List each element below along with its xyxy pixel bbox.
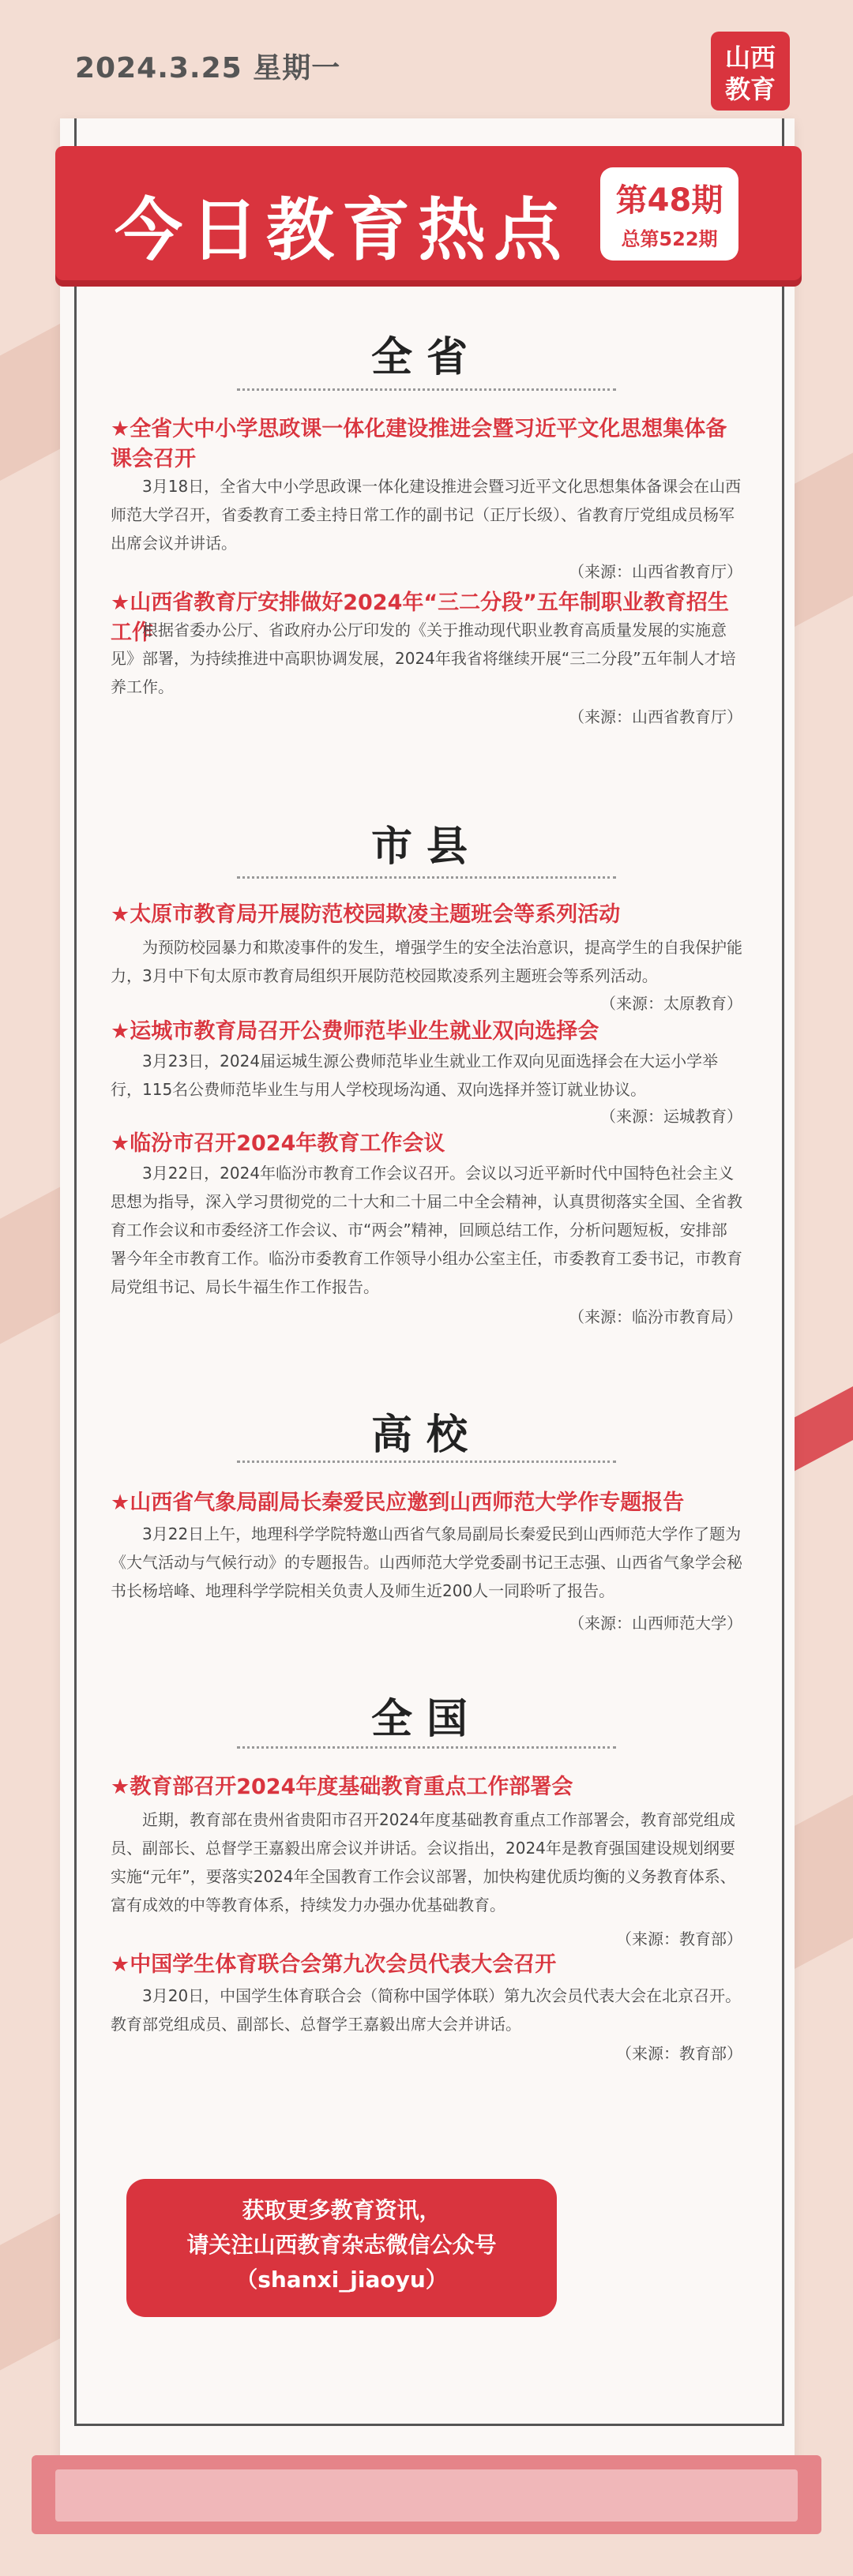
- news-title[interactable]: ★山西省气象局副局长秦爱民应邀到山西师范大学作专题报告: [111, 1490, 685, 1515]
- news-source: （来源：山西师范大学）: [569, 1614, 742, 1633]
- news-body: 为预防校园暴力和欺凌事件的发生，增强学生的安全法治意识，提高学生的自我保护能力，3月中下旬太原市教育局组织开展防范校园欺凌系列主题班会等系列活动。: [111, 938, 742, 985]
- news-body: 3月23日，2024届运城生源公费师范毕业生就业工作双向见面选择会在大运小学举行，115名公费师范毕业生与用人学校现场沟通、双向选择并签订就业协议。: [111, 1052, 719, 1099]
- section-title-college: 高校: [370, 1411, 482, 1459]
- svg-text:山西: 山西: [724, 43, 776, 73]
- svg-text:教育: 教育: [724, 74, 776, 104]
- section-divider: [237, 1460, 616, 1463]
- cta-line-3: （shanxi_jiaoyu）: [235, 2267, 448, 2293]
- follow-wechat-cta[interactable]: [126, 2179, 557, 2317]
- section-title-province: 全省: [370, 333, 482, 381]
- news-body: 3月22日上午，地理科学学院特邀山西省气象局副局长秦爱民到山西师范大学作了题为《大气活动与气候行动》的专题报告。山西师范大学党委副书记王志强、山西省气象学会秘书长杨培峰、地理科学学院相关负责人及师生近200人一同聆听了报告。: [111, 1524, 742, 1600]
- shanxi-education-logo: [703, 24, 798, 118]
- news-title[interactable]: ★临汾市召开2024年教育工作会议: [111, 1131, 445, 1156]
- news-body: 近期，教育部在贵州省贵阳市召开2024年度基础教育重点工作部署会，教育部党组成员、副部长、总督学王嘉毅出席会议并讲话。会议指出，2024年是教育强国建设规划纲要实施“元年”，要落实2024年全国教育工作会议部署，加快构建优质均衡的义务教育体系、富有成效的中等教育体系，持续发力办强办优基础教育。: [111, 1810, 736, 1914]
- section-title-city: 市县: [370, 823, 482, 871]
- news-title[interactable]: ★运城市教育局召开公费师范毕业生就业双向选择会: [111, 1019, 599, 1044]
- issue-number: 第48期: [615, 182, 723, 219]
- news-source: （来源：教育部）: [616, 2044, 742, 2063]
- issue-badge: [600, 167, 738, 261]
- page-title: 今日教育热点: [115, 190, 569, 270]
- news-title[interactable]: ★太原市教育局开展防范校园欺凌主题班会等系列活动: [111, 902, 621, 927]
- section-divider: [237, 388, 616, 391]
- news-title[interactable]: ★中国学生体育联合会第九次会员代表大会召开: [111, 1952, 557, 1977]
- section-divider: [237, 1746, 616, 1749]
- news-title[interactable]: ★全省大中小学思政课一体化建设推进会暨习近平文化思想集体备课会召开: [111, 417, 727, 471]
- date-line: 2024.3.25 星期一: [75, 52, 341, 84]
- news-body: 根据省委办公厅、省政府办公厅印发的《关于推动现代职业教育高质量发展的实施意见》部署，为持续推进中高职协调发展，2024年我省将继续开展“三二分段”五年制人才培养工作。: [111, 621, 736, 696]
- news-source: （来源：太原教育）: [600, 994, 742, 1013]
- total-issue-number: 总第522期: [621, 228, 718, 250]
- news-source: （来源：教育部）: [616, 1929, 742, 1948]
- news-source: （来源：山西省教育厅）: [569, 707, 742, 726]
- news-source: （来源：运城教育）: [600, 1107, 742, 1126]
- news-body: 3月18日，全省大中小学思政课一体化建设推进会暨习近平文化思想集体备课会在山西师范大学召开，省委教育工委主持日常工作的副书记（正厅长级）、省教育厅党组成员杨军出席会议并讲话。: [111, 477, 742, 553]
- news-body: 3月20日，中国学生体育联合会（简称中国学体联）第九次会员代表大会在北京召开。教育部党组成员、副部长、总督学王嘉毅出席大会并讲话。: [111, 1986, 742, 2034]
- news-source: （来源：临汾市教育局）: [569, 1307, 742, 1326]
- bottom-decoration: [55, 2469, 798, 2522]
- news-body: 3月22日，2024年临汾市教育工作会议召开。会议以习近平新时代中国特色社会主义思想为指导，深入学习贯彻党的二十大和二十届二中全会精神，认真贯彻落实全国、全省教育工作会议和市委经济工作会议、市“两会”精神，回顾总结工作，分析问题短板，安排部署今年全市教育工作。临汾市委教育工作领导小组办公室主任，市委教育工委书记，市教育局党组书记、局长牛福生作工作报告。: [111, 1164, 742, 1296]
- cta-line-1: 获取更多教育资讯，: [242, 2197, 442, 2223]
- news-source: （来源：山西省教育厅）: [569, 562, 742, 581]
- news-title[interactable]: ★山西省教育厅安排做好2024年“三二分段”五年制职业教育招生工作: [111, 591, 729, 645]
- cta-line-2: 请关注山西教育杂志微信公众号: [186, 2232, 497, 2258]
- section-divider: [237, 876, 616, 879]
- news-title[interactable]: ★教育部召开2024年度基础教育重点工作部署会: [111, 1775, 573, 1799]
- section-title-nation: 全国: [370, 1695, 482, 1743]
